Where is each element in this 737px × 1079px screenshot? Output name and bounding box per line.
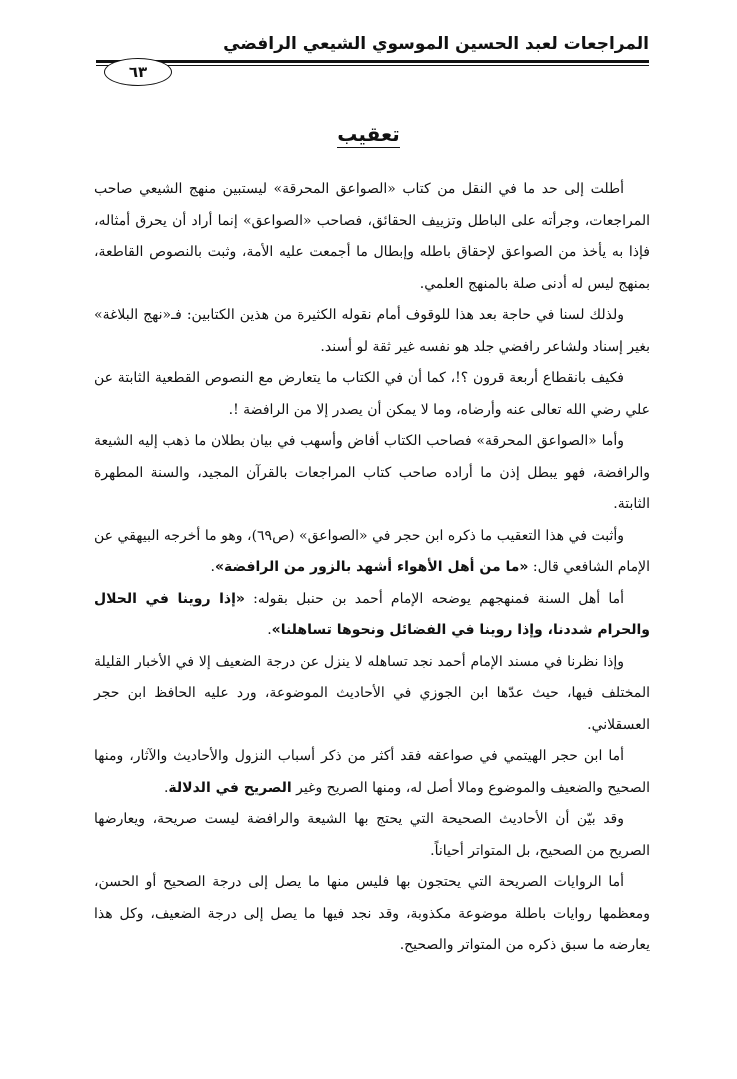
section-title-text: تعقيب xyxy=(337,122,400,146)
paragraph xyxy=(94,741,650,804)
paragraph xyxy=(94,584,650,647)
paragraph-text: أما أهل السنة فمنهجهم يوضحه الإمام أحمد بن حنبل بقوله: xyxy=(244,590,624,607)
paragraph xyxy=(94,647,650,742)
header-rule-thin xyxy=(96,65,649,66)
paragraph-text: أما الروايات الصريحة التي يحتجون بها فليس منها ما يصل إلى درجة الصحيح أو الحسن، ومعظمها روايات باطلة موضوعة مكذوبة، وقد نجد فيها ما يصل إلى درجة الضعيف، وكل هذا يعارضه ما سبق ذكره من المتواتر والصحيح. xyxy=(94,874,650,953)
paragraph xyxy=(94,804,650,867)
paragraph xyxy=(94,426,650,521)
paragraph-text: فكيف بانقطاع أربعة قرون ؟!، كما أن في الكتاب ما يتعارض مع النصوص القطعية الثابتة عن علي رضي الله تعالى عنه وأرضاه، وما لا يمكن أن يصدر إلا من الرافضة !. xyxy=(94,370,650,418)
running-title: المراجعات لعبد الحسين الموسوي الشيعي الرافضي xyxy=(223,34,649,54)
paragraph-text: أما ابن حجر الهيتمي في صواعقه فقد أكثر من ذكر أسباب النزول والأحاديث والآثار، ومنها الصحيح والضعيف والموضوع ومالا أصل له، ومنها الصريح وغير xyxy=(94,748,650,796)
bold-quote: الصريح في الدلالة xyxy=(168,779,292,796)
paragraph xyxy=(94,300,650,363)
paragraph xyxy=(94,363,650,426)
bold-quote: «إذا روينا في الحلال والحرام شددنا، وإذا روينا في الفضائل ونحوها تساهلنا» xyxy=(94,590,650,638)
paragraph-text: وقد بيّن أن الأحاديث الصحيحة التي يحتج بها الشيعة والرافضة ليست صريحة، ويعارضها الصريح من الصحيح، بل المتواتر أحياناً. xyxy=(94,811,650,859)
paragraph-text: وأثبت في هذا التعقيب ما ذكره ابن حجر في «الصواعق» (ص٦٩)، وهو ما أخرجه البيهقي عن الإمام الشافعي قال: xyxy=(94,527,650,575)
bold-quote: «ما من أهل الأهواء أشهد بالزور من الرافضة» xyxy=(214,559,529,575)
paragraph xyxy=(94,521,650,584)
paragraph-text: . xyxy=(163,779,169,796)
paragraph xyxy=(94,867,650,962)
paragraph-text: ولذلك لسنا في حاجة بعد هذا للوقوف أمام نقوله الكثيرة من هذين الكتابين: فـ«نهج البلاغة» بغير إسناد ولشاعر رافضي جلد هو نفسه غير ثقة لو أسند. xyxy=(94,307,650,355)
body-text xyxy=(94,174,650,962)
paragraph-text: وأما «الصواعق المحرقة» فصاحب الكتاب أفاض وأسهب في بيان بطلان ما ذهب إليه الشيعة والرافضة، فهو يبطل إذن ما أراده صاحب كتاب المراجعات بالقرآن المجيد، والسنة المطهرة الثابتة. xyxy=(94,433,650,512)
paragraph-text: . xyxy=(210,559,215,575)
paragraph-text: وإذا نظرنا في مسند الإمام أحمد نجد تساهله لا ينزل عن درجة الضعيف إلا في الأخبار القليلة المختلف فيها، حيث عدّها ابن الجوزي في الأحاديث الموضوعة، ورد عليه الحافظ ابن حجر العسقلاني. xyxy=(94,653,650,733)
page-number: ٦٣ xyxy=(104,58,172,86)
paragraph-text: أطلت إلى حد ما في النقل من كتاب «الصواعق المحرقة» ليستبين منهج الشيعي صاحب المراجعات، وجرأته على الباطل وتزييف الحقائق، فصاحب «الصواعق» إنما أراد أن يحرق أمثاله، فإذا به يأخذ من الصواعق لإحقاق باطله وإبطال ما أجمعت عليه الأمة، وثبت بالنصوص القاطعة، بمنهج ليس له أدنى صلة بالمنهج العلمي. xyxy=(94,181,650,292)
paragraph xyxy=(94,174,650,300)
paragraph-text: . xyxy=(267,622,272,638)
header-rule xyxy=(96,60,649,63)
section-title xyxy=(0,122,737,146)
